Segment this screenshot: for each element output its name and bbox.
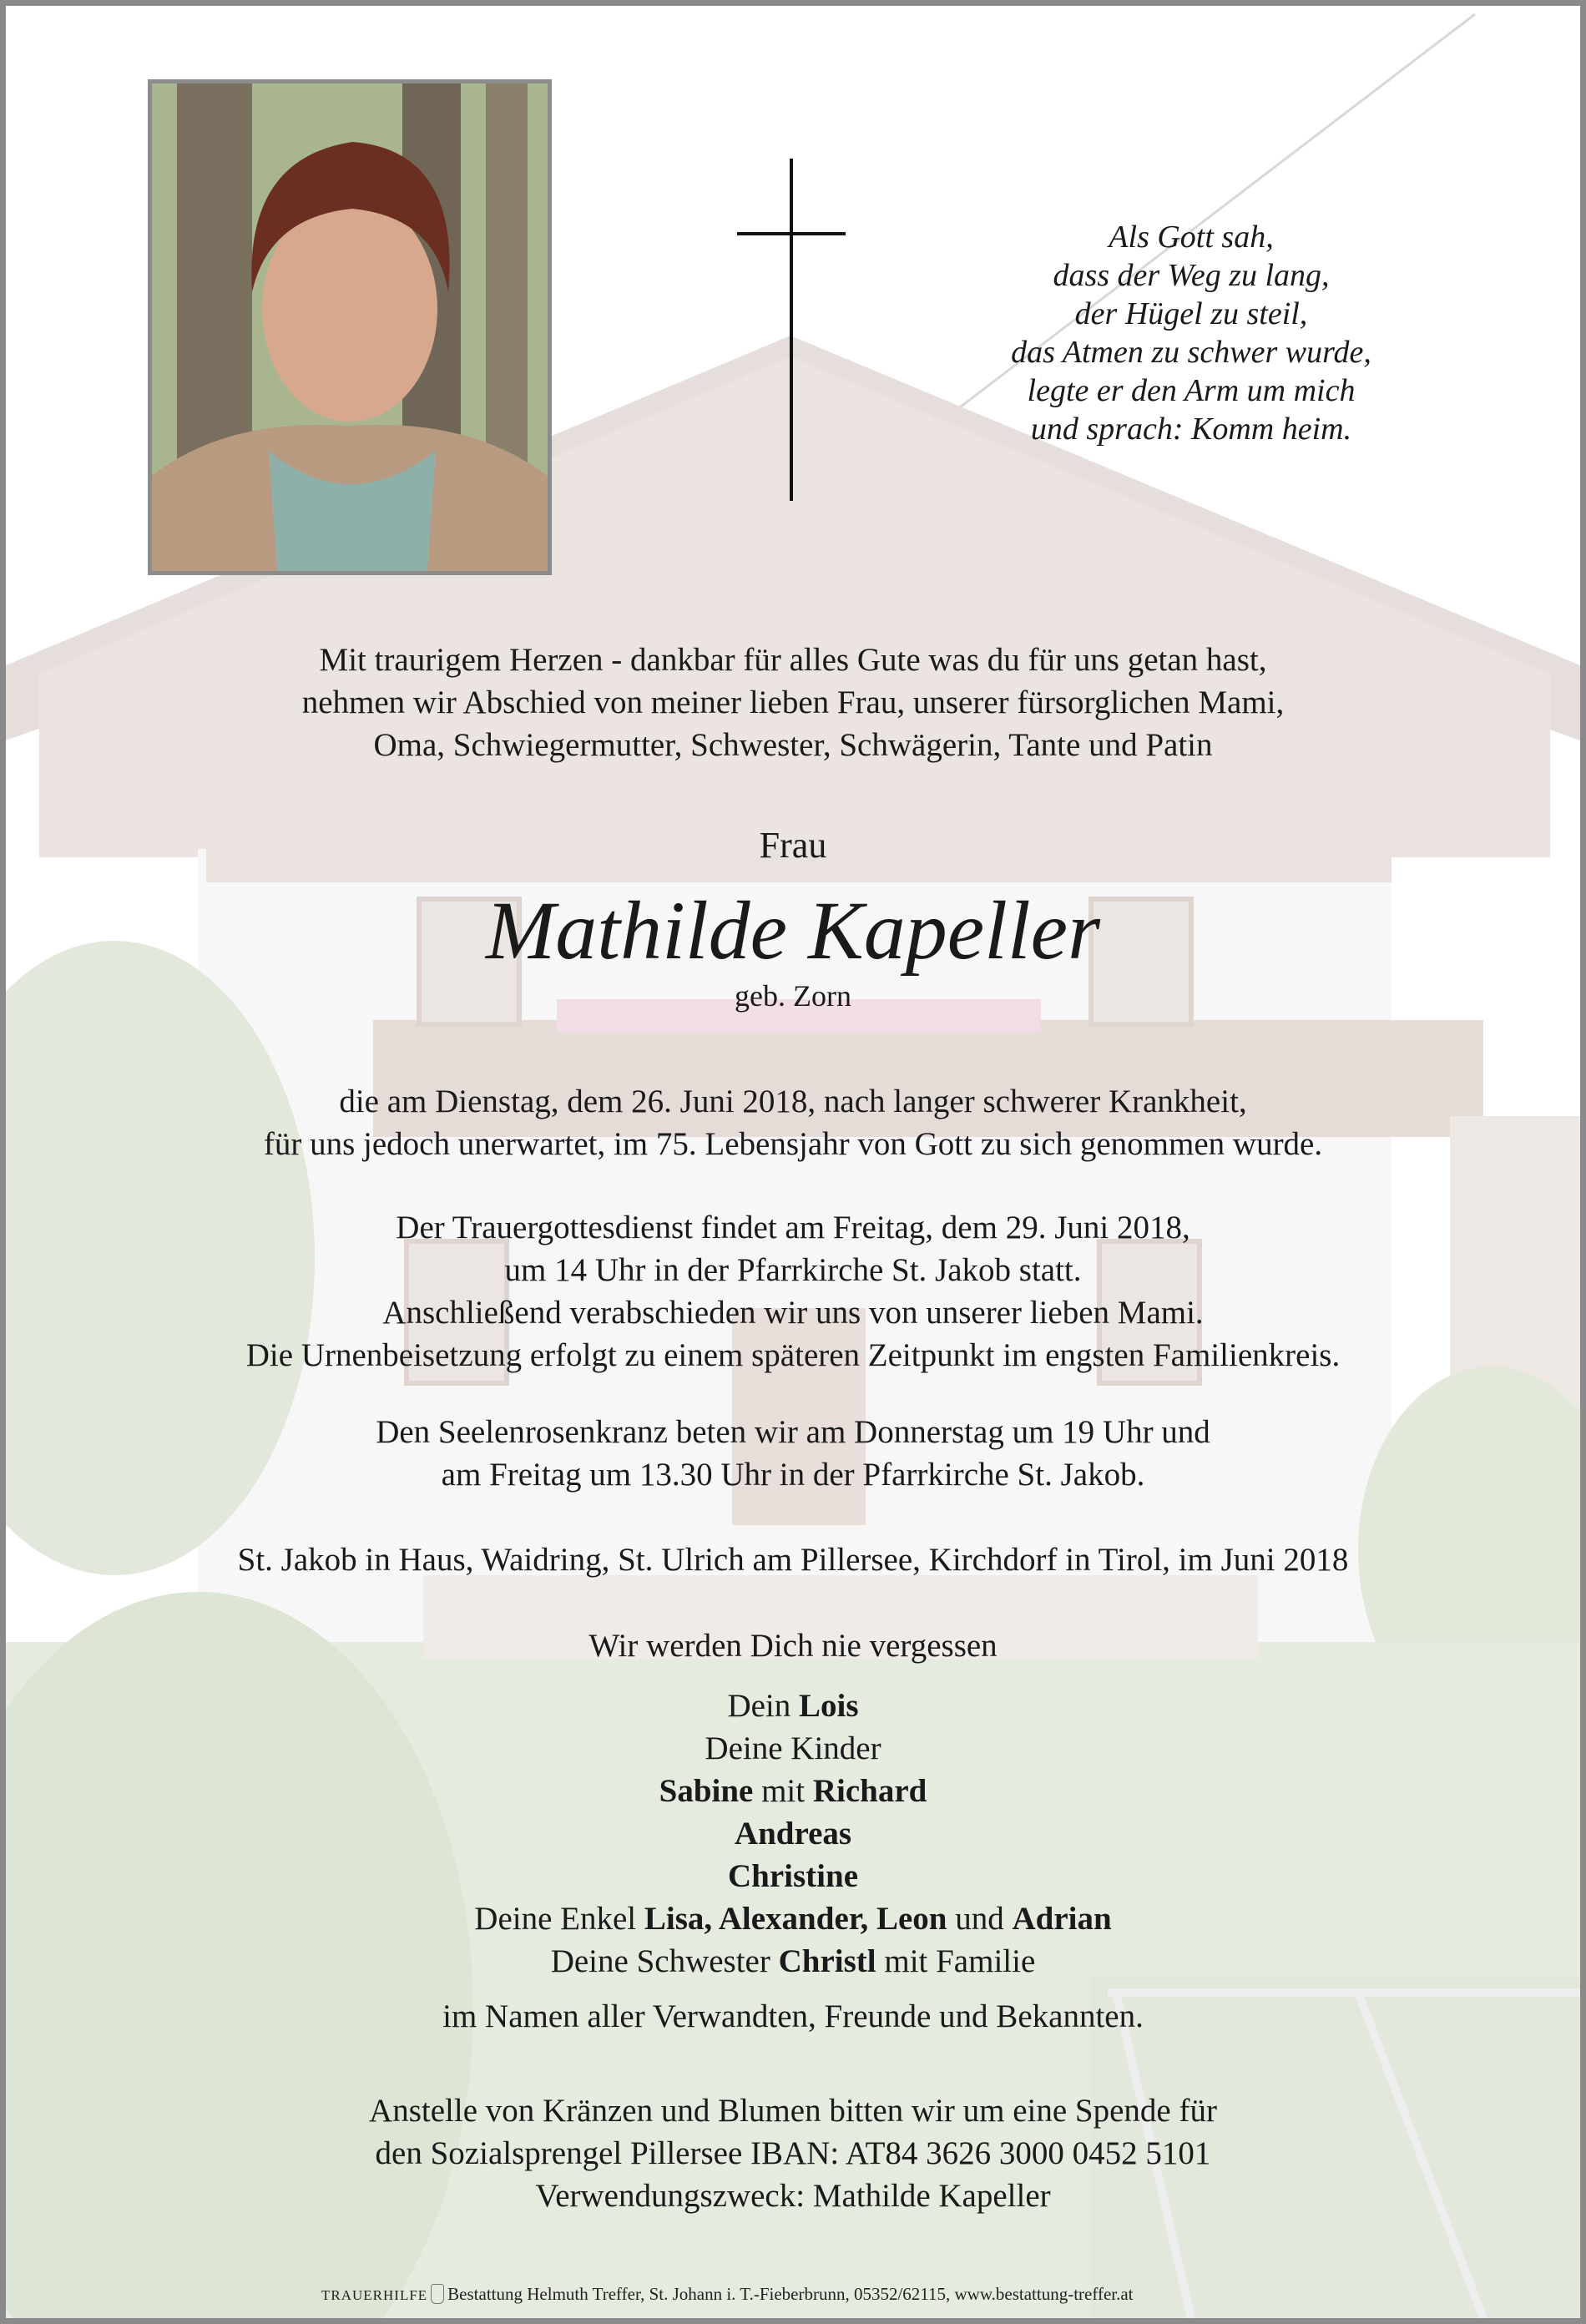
- family-member-name: Andreas: [734, 1816, 852, 1852]
- family-member-name: Richard: [812, 1773, 927, 1809]
- family-member-name: Lisa, Alexander, Leon: [644, 1901, 947, 1937]
- intro-line: nehmen wir Abschied von meiner lieben Frau, unserer fürsorglichen Mami,: [301, 685, 1285, 720]
- cross-icon: [737, 159, 846, 501]
- death-notice-line: die am Dienstag, dem 26. Juni 2018, nach langer schwerer Krankheit,: [339, 1084, 1247, 1119]
- never-forget: Wir werden Dich nie vergessen: [588, 1628, 998, 1664]
- poem-line: Als Gott sah,: [1109, 220, 1274, 255]
- family-line: Deine Kinder: [705, 1730, 881, 1766]
- service-line: Die Urnenbeisetzung erfolgt zu einem späteren Zeitpunkt im engsten Familienkreis.: [245, 1337, 1341, 1373]
- service-line: Anschließend verabschieden wir uns von unserer lieben Mami.: [382, 1295, 1204, 1331]
- family-member-name: Sabine: [659, 1773, 754, 1809]
- places-date: St. Jakob in Haus, Waidring, St. Ulrich am Pillersee, Kirchdorf in Tirol, im Juni 2018: [237, 1542, 1349, 1578]
- family-line: [6, 1940, 1580, 1983]
- family-line: [6, 1770, 1580, 1812]
- donation-line: den Sozialsprengel Pillersee IBAN: AT84 3626 3000 0452 5101: [375, 2135, 1211, 2171]
- donation-line: Anstelle von Kränzen und Blumen bitten wir um eine Spende für: [369, 2093, 1217, 2129]
- birth-name: geb. Zorn: [735, 979, 851, 1013]
- poem-line: das Atmen zu schwer wurde,: [1011, 335, 1371, 370]
- family-text: Deine Enkel: [474, 1901, 644, 1937]
- footer-text: Bestattung Helmuth Treffer, St. Johann i. T.-Fieberbrunn, 05352/62115, www.bestattung-treffer.at: [447, 2284, 1134, 2304]
- family-member-name: Christl: [778, 1943, 876, 1979]
- service-line: Der Trauergottesdienst findet am Freitag, dem 29. Juni 2018,: [396, 1210, 1190, 1245]
- family-text: und: [947, 1901, 1013, 1937]
- intro-line: Mit traurigem Herzen - dankbar für alles Gute was du für uns getan hast,: [319, 642, 1267, 678]
- footer-brand: TRAUERHILFE: [321, 2287, 428, 2303]
- donation-line: Verwendungszweck: Mathilde Kapeller: [535, 2178, 1051, 2214]
- family-member-name: Christine: [728, 1858, 858, 1894]
- family-list: [6, 1685, 1580, 1983]
- family-text: mit: [753, 1773, 813, 1809]
- funeral-service: [6, 1206, 1580, 1377]
- rosary-line: am Freitag um 13.30 Uhr in der Pfarrkirche St. Jakob.: [441, 1457, 1145, 1493]
- salutation: Frau: [759, 825, 827, 866]
- rosary-line: Den Seelenrosenkranz beten wir am Donnerstag um 19 Uhr und: [376, 1414, 1210, 1450]
- family-line: [6, 1812, 1580, 1855]
- family-line: [6, 1855, 1580, 1897]
- family-text: Deine Schwester: [550, 1943, 779, 1979]
- family-text: Dein: [727, 1688, 800, 1724]
- service-line: um 14 Uhr in der Pfarrkirche St. Jakob statt.: [504, 1252, 1082, 1288]
- family-line: [6, 1685, 1580, 1727]
- poem-line: legte er den Arm um mich: [1027, 373, 1356, 408]
- footer-imprint: [321, 2283, 1134, 2306]
- rosary-notice: [6, 1411, 1580, 1496]
- family-member-name: Adrian: [1012, 1901, 1112, 1937]
- death-notice-line: für uns jedoch unerwartet, im 75. Lebensjahr von Gott zu sich genommen wurde.: [263, 1126, 1323, 1162]
- relatives-line: im Namen aller Verwandten, Freunde und Bekannten.: [442, 1998, 1144, 2034]
- poem-line: und sprach: Komm heim.: [1030, 412, 1352, 447]
- donation-request: [6, 2089, 1580, 2217]
- family-text: mit Familie: [876, 1943, 1036, 1979]
- poem-line: dass der Weg zu lang,: [1053, 258, 1330, 293]
- intro-line: Oma, Schwiegermutter, Schwester, Schwägerin, Tante und Patin: [373, 727, 1213, 763]
- death-notice: [6, 1080, 1580, 1165]
- poem: [953, 218, 1429, 448]
- funeral-home-logo-icon: [431, 2284, 444, 2304]
- family-member-name: Lois: [799, 1688, 859, 1724]
- portrait-photo: [148, 79, 552, 575]
- intro-text: [6, 639, 1580, 766]
- poem-line: der Hügel zu steil,: [1074, 296, 1308, 331]
- deceased-name: Mathilde Kapeller: [486, 884, 1100, 977]
- family-line: [6, 1897, 1580, 1940]
